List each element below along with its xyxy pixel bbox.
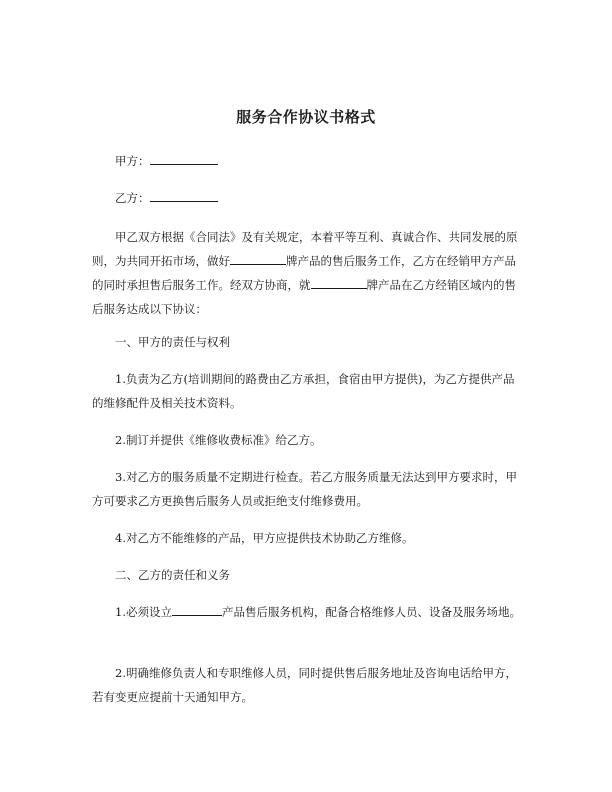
intro-text-2: 牌产品的售后服务工作，乙方在经销甲方产品的同时承担售后服务工作。经双方协商，就 xyxy=(92,254,516,292)
party-a-line xyxy=(115,152,218,169)
party-b-label: 乙方： xyxy=(115,191,150,205)
section1-heading: 一、甲方的责任与权利 xyxy=(115,335,230,349)
party-b-blank xyxy=(150,189,218,202)
section1-item3: 3.对乙方的服务质量不定期进行检查。若乙方服务质量无法达到甲方要求时，甲方可要求乙方更换售后服务人员或拒绝支付维修费用。 xyxy=(92,470,517,508)
section1-item2: 2.制订并提供《维修收费标准》给乙方。 xyxy=(115,433,322,447)
section2-item1-text-2: 产品售后服务机构，配备合格维修人员、设备及服务场地。 xyxy=(221,605,521,619)
section2-item2: 2.明确维修负责人和专职维修人员，同时提供售后服务地址及咨询电话给甲方，若有变更应提前十天通知甲方。 xyxy=(92,666,517,704)
section2-heading: 二、乙方的责任和义务 xyxy=(115,568,230,582)
document-title: 服务合作协议书格式 xyxy=(236,108,376,126)
brand-blank-1 xyxy=(230,252,286,265)
section2-item1 xyxy=(92,600,524,624)
service-org-blank xyxy=(172,603,222,616)
intro-text-3: 牌产品在乙方经销区域内的售后服务达成以下协议： xyxy=(92,278,516,316)
brand-blank-2 xyxy=(311,276,367,289)
party-a-label: 甲方： xyxy=(115,154,150,168)
intro-text-1: 甲乙双方根据《合同法》及有关规定，本着平等互利、真诚合作、共同发展的原则，为共同开拓市场，做好 xyxy=(92,230,518,268)
intro-paragraph xyxy=(92,225,524,321)
party-b-line xyxy=(115,189,218,206)
section1-item4: 4.对乙方不能维修的产品，甲方应提供技术协助乙方维修。 xyxy=(115,531,414,545)
section1-item1: 1.负责为乙方(培训期间的路费由乙方承担，食宿由甲方提供)，为乙方提供产品的维修配件及相关技术资料。 xyxy=(92,372,515,410)
section2-item1-text-1: 1.必须设立 xyxy=(115,605,172,619)
party-a-blank xyxy=(150,152,218,165)
